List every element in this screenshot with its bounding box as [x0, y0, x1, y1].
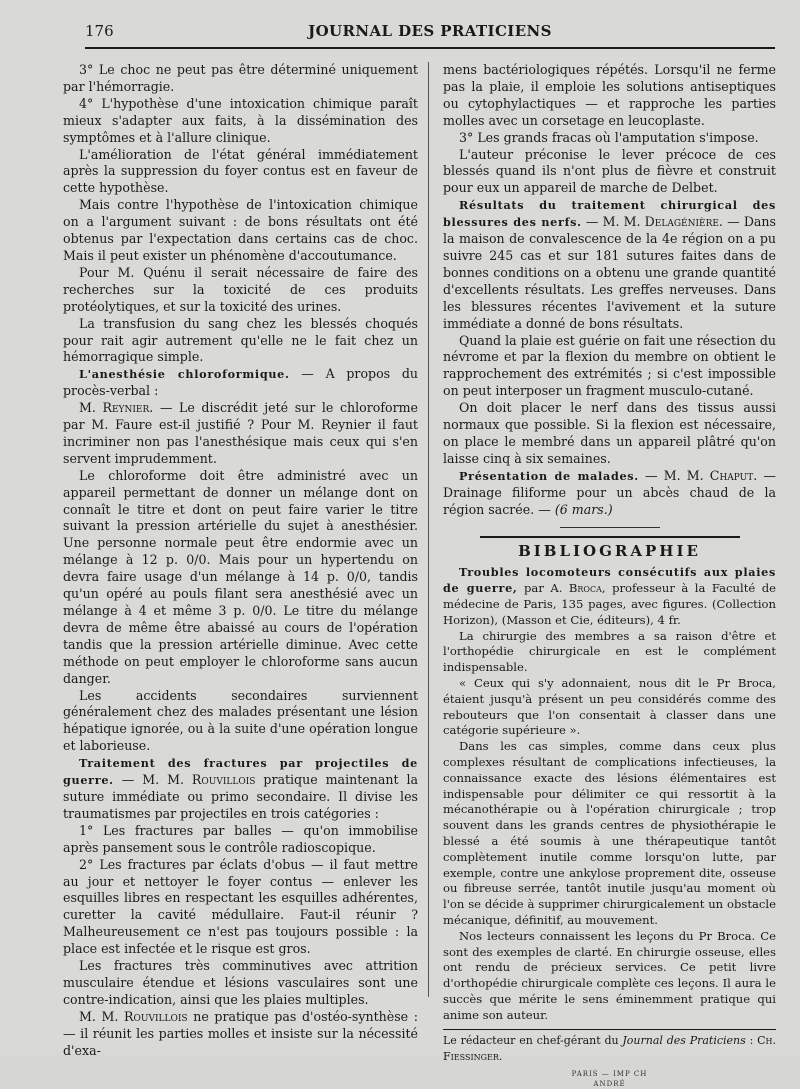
- date-note: (6 mars.): [554, 501, 613, 517]
- author-name: M. Delagénière.: [623, 214, 723, 230]
- right-column: [443, 62, 776, 1089]
- paragraph: La chirurgie des membres a sa raison d'être et l'orthopédie chirurgicale en est le complément indispensable.: [443, 628, 776, 675]
- paragraph: Le chloroforme doit être administré avec un appareil permettant de donner un mélange dont on connaît le titre et dont on peut faire varier le titre suivant la pression artérielle du sujet à anesthésier. Une personne normale peut être endormie avec un mélange à 12 p. 0/0. Mais pour un hypertendu on devra faire usage d'un mélange à 14 p. 0/0, tandis qu'un opéré au pouls filant sera anesthésié avec un mélange à 4 et même 3 p. 0/0. Le titre du mélange devra de même être abaissé au cours de l'opération tandis que la pression artérielle diminue. Avec cette méthode on peut employer le chloroforme sans aucun danger.: [63, 467, 418, 686]
- paragraph: 3° Le choc ne peut pas être déterminé uniquement par l'hémorragie.: [63, 62, 418, 94]
- journal-name: Journal des Praticiens: [622, 1034, 746, 1048]
- paragraph: Pour M. Quénu il serait nécessaire de faire des recherches sur la toxicité de ces produits protéolytiques, et sur la toxicité des urines.: [63, 264, 418, 314]
- paragraph: 4° L'hypothèse d'une intoxication chimique paraît mieux s'adapter aux faits, à la dissémination des symptômes et à l'allure clinique.: [63, 95, 418, 145]
- paragraph: Quand la plaie est guérie on fait une résection du névrome et par la flexion du membre on obtient le rapprochement des extrémités ; si c'est impossible on peut interposer un fragment musculo-cutané.: [443, 332, 776, 399]
- page-header: [85, 20, 775, 48]
- paragraph: « Ceux qui s'y adonnaient, nous dit le Pr Broca, étaient jusqu'à présent un peu considérés comme des rebouteurs que l'on consentait à classer dans une catégorie supérieure ».: [443, 675, 776, 738]
- section-nerfs: Résultats du traitement chirurgical des blessures des nerfs. — M. M. Delagénière. — Dans la maison de convalescence de la 4e région on a pu suivre 245 cas et sur 181 sutures faites dans de bonnes conditions on a obtenu une grande quantité d'excellents résultats. Les greffes nerveuses. Dans les blessures récentes l'avivement et la suture immédiate a donné de bons résultats.: [443, 198, 776, 331]
- book-title: Troubles locomoteurs consécutifs aux plaies de guerre,: [443, 565, 776, 596]
- page-number: 176: [85, 22, 114, 40]
- paragraph: Les fractures très comminutives avec attrition musculaire étendue et lésions vasculaires sont une contre-indication, ainsi que les plaies multiples.: [63, 958, 418, 1007]
- editor-name: : Ch. Fiessinger.: [443, 1034, 776, 1064]
- editor-line: Le rédacteur en chef-gérant du Journal des Praticiens : Ch. Fiessinger.: [443, 1034, 776, 1064]
- section-anesthesie: L'anesthésie chloroformique. — A propos du procès-verbal :: [63, 366, 418, 399]
- author-name: M. Reynier.: [79, 400, 154, 416]
- bibliography-rule: [480, 536, 740, 538]
- footer-rule: [443, 1029, 776, 1030]
- paragraph: Nos lecteurs connaissent les leçons du Pr Broca. Ce sont des exemples de clarté. En chirurgie osseuse, elles ont rendu de précieux services. Ce petit livre d'orthopédie chirurgicale complète ces leçons. Il aura le succès que mérite le sens éminemment pratique qui anime son auteur.: [443, 928, 776, 1022]
- paragraph: 3° Les grands fracas où l'amputation s'impose.: [459, 129, 759, 145]
- printer-imprint: PARIS — IMP CH ANDRÉ: [571, 1070, 648, 1089]
- column-divider: [428, 62, 429, 997]
- section-heading: Traitement des fractures par projectiles de guerre.: [63, 756, 418, 788]
- paragraph: M. Reynier. — Le discrédit jeté sur le chloroforme par M. Faure est-il justifié ? Pour M. Reynier il faut incriminer non pas l'anesthésique mais ceux qui s'en servent imprudemment.: [63, 400, 418, 466]
- section-heading: L'anesthésie chloroformique.: [79, 367, 290, 382]
- section-heading: Présentation de malades.: [459, 468, 639, 483]
- book-reference: Troubles locomoteurs consécutifs aux plaies de guerre, par A. Broca, professeur à la Faculté de médecine de Paris, 135 pages, avec figures. (Collection Horizon), (Masson et Cie, éditeurs), 4 fr.: [443, 565, 777, 627]
- bibliography-body: [443, 565, 776, 1089]
- paragraph: On doit placer le nerf dans des tissus aussi normaux que possible. Si la flexion est nécessaire, on place le membré dans un appareil plâtré qu'on laisse cinq à six semaines.: [443, 400, 776, 466]
- paragraph: La transfusion du sang chez les blessés choqués pour rait agir autrement qu'elle ne le fait chez un hémorragique simple.: [63, 315, 418, 365]
- paragraph: L'amélioration de l'état général immédiatement après la suppression du foyer contus est en faveur de cette hypothèse.: [63, 146, 418, 196]
- paragraph: L'auteur préconise le lever précoce de ces blessés quand ils n'ont plus de fièvre et construit pour eux un appareil de marche de Delbet.: [443, 146, 776, 196]
- bibliography-title: BIBLIOGRAPHIE: [518, 542, 701, 561]
- paragraph: mens bactériologiques répétés. Lorsqu'il ne ferme pas la plaie, il emploie les solutions antiseptiques ou cytophylactiques — et rapproche les parties molles avec un corsetage en leucoplaste.: [443, 62, 776, 128]
- paragraph: Les accidents secondaires surviennent généralement chez des malades présentant une lésion hépatique ignorée, ou à la suite d'une opération longue et laborieuse.: [63, 687, 418, 754]
- section-fractures: Traitement des fractures par projectiles de guerre. — M. M. Rouvillois pratique maintenant la suture immédiate ou primo secondaire. Il divise les traumatismes par projectiles en trois catégories :: [63, 756, 418, 821]
- paragraph: Mais contre l'hypothèse de l'intoxication chimique on a l'argument suivant : de bons résultats ont été obtenus par l'expectation dans certains cas de choc. Mais il peut exister un phénomène d'accoutumance.: [63, 197, 418, 263]
- section-presentation: Présentation de malades. — M. M. Chaput. — Drainage filiforme pour un abcès chaud de la région sacrée. — (6 mars.): [443, 467, 776, 517]
- left-column: [63, 62, 418, 1059]
- header-rule: [85, 47, 775, 49]
- paragraph: 2° Les fractures par éclats d'obus — il faut mettre au jour et nettoyer le foyer contus — enlever les esquilles libres en respectant les esquilles adhérentes, curetter la cavité médullaire. Faut-il réunir ? Malheureusement ce n'est pas toujours possible : la place est infectée et le risque est gros.: [63, 856, 418, 957]
- section-heading: Résultats du traitement chirurgical des blessures des nerfs.: [443, 198, 776, 230]
- short-rule: [560, 527, 660, 528]
- author-name: Broca: [568, 581, 602, 596]
- author-name: M. Rouvillois: [167, 772, 256, 788]
- paragraph: M. M. Rouvillois ne pratique pas d'ostéo-synthèse : — il réunit les parties molles et insiste sur la nécessité d'exa-: [63, 1008, 418, 1058]
- paragraph: 1° Les fractures par balles — qu'on immobilise après pansement sous le contrôle radioscopique.: [63, 822, 418, 855]
- author-name: M. Chaput.: [686, 467, 758, 483]
- journal-title: JOURNAL DES PRATICIENS: [308, 22, 552, 40]
- bibliography-heading-block: [443, 527, 776, 561]
- author-name: M. Rouvillois: [101, 1008, 188, 1024]
- paragraph: Dans les cas simples, comme dans ceux plus complexes résultant de complications infectieuses, la connaissance exacte des lésions élémentaires est indispensable pour délimiter ce qui ressortit à la mécanothérapie ou à l'opération chirurgicale ; trop souvent dans les grands centres de physiothérapie le blessé a été soumis à une thérapeutique tantôt complètement inutile comme lorsqu'on lutte, par exemple, contre une ankylose proprement dite, osseuse ou fibreuse serrée, tantôt inutile jusqu'au moment où l'on se décide à supprimer chirurgicalement un obstacle mécanique, définitif, au mouvement.: [443, 739, 776, 927]
